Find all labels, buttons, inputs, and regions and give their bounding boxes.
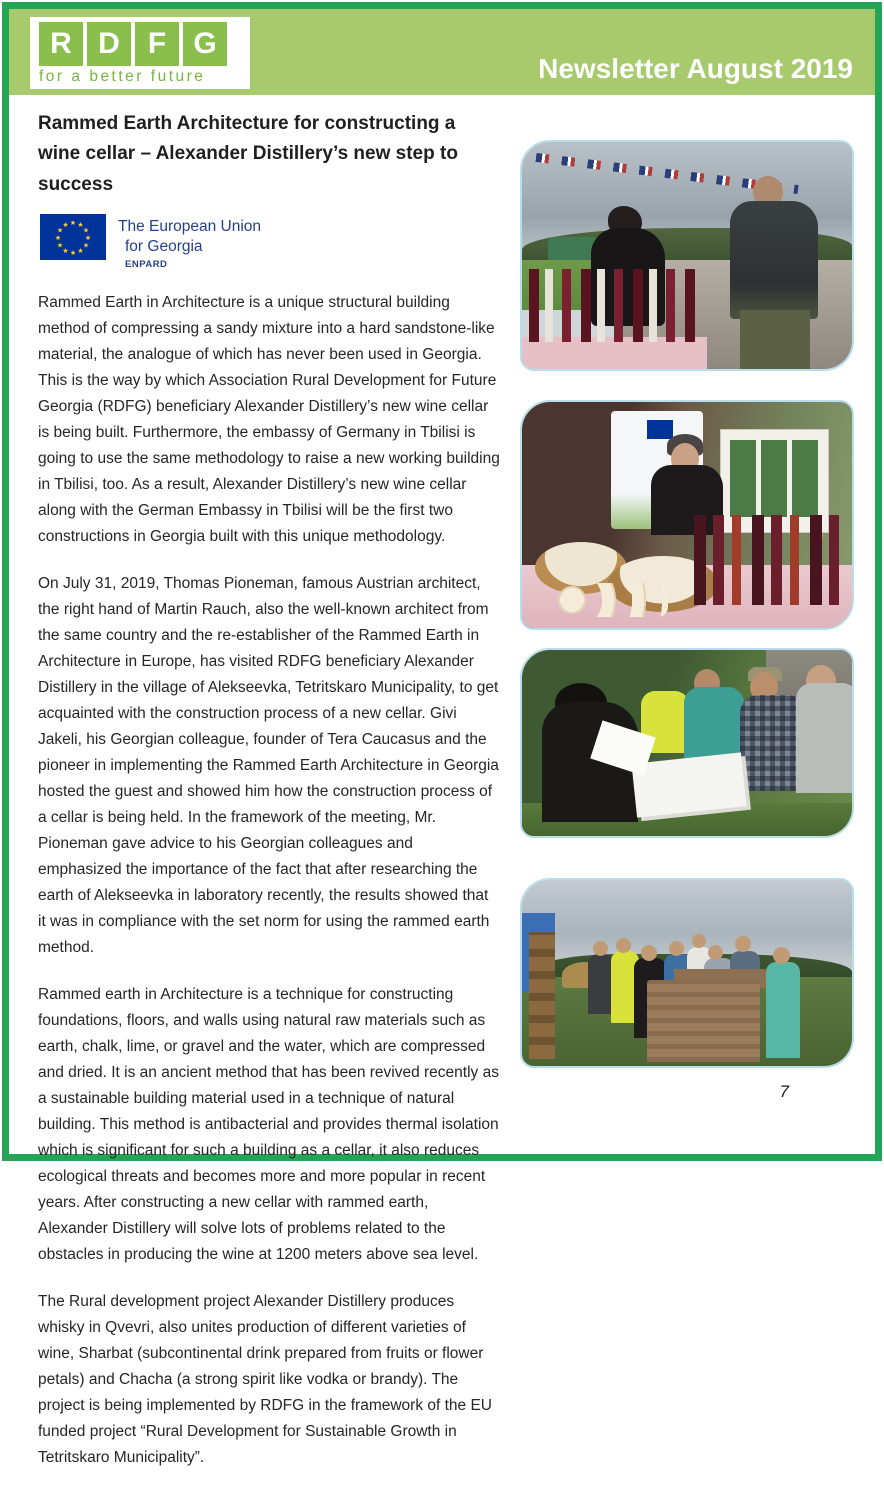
cheese-plate <box>548 583 668 617</box>
paragraph-3: Rammed earth in Architecture is a technique for constructing foundations, floors, and walls using natural raw materials such as earth, chalk, lime, or gravel and the water, which are compressed and dried. It is an ancient method that has been revived recently as a sustainable building material used in a technique of natural building. This method is antibacterial and provides thermal isolation which is significant for such a building as a cellar, it also reduces ecological threats and becomes more and more popular in recent years. After constructing a new cellar with rammed earth, Alexander Distillery will solve lots of problems related to the obstacles in producing the wine at 1200 meters above sea level. <box>38 986 499 1264</box>
svg-text:★: ★ <box>56 242 64 250</box>
paragraph-2: On July 31, 2019, Thomas Pioneman, famous Austrian architect, the right hand of Martin Rauch, also the well-known architect from the same country and the re-establisher of the Rammed Earth in Architecture in Europe, has visited RDFG beneficiary Alexander Distillery in the village of Alekseevka, Tetritskaro Municipality, to get acquainted with the construction process of a new cellar. Givi Jakeli, his Georgian colleague, founder of Tera Caucasus and the pioneer in implementing the Rammed Earth Architecture in Georgia hosted the guest and showed him how the construction process of a cellar is being held. In the framework of the meeting, Mr. Pioneman gave advice to his Georgian colleagues and emphasized the importance of the fact that after researching the earth of Alekseevka in laboratory recently, the results showed that it was in compliance with the set norm for using the rammed earth method. <box>38 575 499 957</box>
article-title: Rammed Earth Architecture for constructing a wine cellar – Alexander Distillery’s new step to success <box>38 113 458 195</box>
svg-text:★: ★ <box>62 222 69 230</box>
paragraph-4: The Rural development project Alexander Distillery produces whisky in Qvevri, also unites production of different varieties of wine, Sharbat (subcontinental drink prepared from fruits or flower petals) and Chacha (a strong spirit like vodka or brandy). The project is being implemented by RDFG in the framework of the EU funded project “Rural Development for Sustainable Growth in Tetritskaro Municipality”. <box>38 1293 492 1467</box>
spirit-bottles <box>694 515 839 605</box>
person-head <box>735 936 751 952</box>
eu-stars-icon <box>40 214 106 260</box>
person-head <box>692 934 706 948</box>
eu-text-line1: The European Union <box>118 218 262 236</box>
person-head <box>773 947 790 964</box>
logo-letter-f: F <box>135 22 179 66</box>
photo-festival-conversation <box>520 140 854 371</box>
man-pants <box>740 310 810 369</box>
svg-text:★: ★ <box>82 227 90 235</box>
svg-text:★: ★ <box>84 235 92 243</box>
eu-flag-icon <box>40 214 106 260</box>
logo-letter-r: R <box>39 22 83 66</box>
logo-letter-g: G <box>183 22 227 66</box>
page-border-frame <box>2 2 882 1467</box>
person-teal-shirt <box>766 962 800 1058</box>
svg-text:★: ★ <box>56 227 64 235</box>
person-gray-shirt <box>796 683 854 793</box>
logo-letter-d: D <box>87 22 131 66</box>
wine-bottles <box>529 269 701 342</box>
stand-table <box>522 337 707 369</box>
svg-text:★: ★ <box>77 222 84 230</box>
wooden-formwork <box>529 932 555 1058</box>
svg-text:★: ★ <box>62 248 69 256</box>
svg-text:★: ★ <box>82 242 90 250</box>
rdfg-logo <box>30 17 250 89</box>
eu-text-line2: for Georgia <box>125 237 203 255</box>
eu-logo-block <box>40 214 500 276</box>
article-body <box>38 109 500 1492</box>
photo-exhibition-stand <box>520 400 854 630</box>
photo-column <box>520 140 854 1068</box>
paragraph-1: Rammed Earth in Architecture is a unique structural building method of compressing a sandy mixture into a hard sandstone-like material, the analogue of which has never been used in Georgia. This is the way by which Association Rural Development for Future Georgia (RDFG) beneficiary Alexander Distillery’s new wine cellar is being built. Furthermore, the embassy of Germany in Tbilisi is going to use the same methodology to raise a new working building in Tbilisi, too. As a result, Alexander Distillery’s new wine cellar along with the German Embassy in Tbilisi will be the first two constructions in Georgia built with this unique methodology. <box>38 294 500 546</box>
photo-rammed-earth-wall-group <box>520 878 854 1068</box>
svg-text:★: ★ <box>69 250 77 258</box>
person-head <box>616 938 631 953</box>
rammed-earth-wall <box>647 980 759 1062</box>
poster-photo-grid <box>730 440 819 517</box>
header-banner <box>9 9 875 95</box>
eu-logo-text <box>118 214 261 271</box>
newsletter-title: Newsletter August 2019 <box>538 53 853 84</box>
documents <box>632 752 747 817</box>
page-number: 7 <box>779 1082 789 1101</box>
banner-eu-flag <box>647 420 673 439</box>
photo-group-discussion <box>520 648 854 838</box>
rdfg-tagline: for a better future <box>39 68 206 85</box>
eu-text-enpard: ENPARD <box>125 258 168 270</box>
person-head <box>641 945 657 961</box>
svg-text:★: ★ <box>69 220 77 228</box>
svg-text:★: ★ <box>77 248 84 256</box>
person <box>588 954 614 1014</box>
man-figure <box>730 201 818 319</box>
rdfg-logo-squares <box>39 22 241 66</box>
svg-text:★: ★ <box>54 235 62 243</box>
